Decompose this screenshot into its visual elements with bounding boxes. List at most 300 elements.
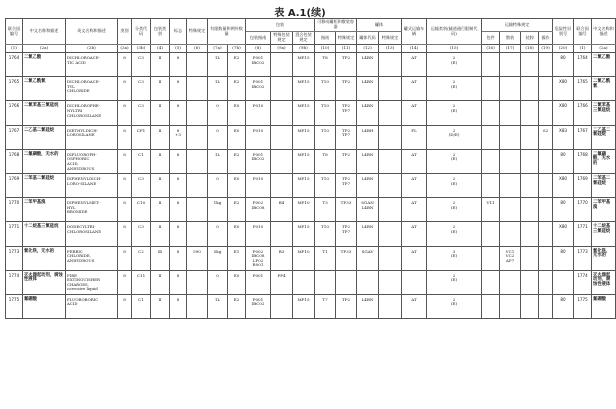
hazard-id-value: X83 — [553, 125, 574, 149]
limited-quantity-value: 0 — [208, 173, 228, 197]
col-number: (7b) — [228, 45, 246, 53]
packages-value — [482, 173, 500, 197]
tank-special-value — [379, 198, 402, 222]
limited-quantity-value: 0 — [208, 125, 228, 149]
chinese-name: 氟硼酸 — [23, 294, 66, 318]
packages-value — [482, 149, 500, 173]
operation-value — [539, 77, 553, 101]
label-value: 8 — [170, 173, 187, 197]
hazard-id-value: 80 — [553, 246, 574, 270]
packages-value — [482, 53, 500, 77]
class-value: 8 — [118, 173, 132, 197]
packages-value — [482, 294, 500, 318]
header-transport-category: 运输类别(隧道通行限制代码) — [427, 19, 482, 45]
loading-value — [521, 270, 539, 294]
loading-value — [521, 198, 539, 222]
table-row — [6, 198, 616, 222]
excepted-quantity-value: E0 — [228, 173, 246, 197]
col-number: (9a) — [271, 45, 293, 53]
vehicle-value: AT — [402, 222, 427, 246]
un-number-right: 1774 — [574, 270, 592, 294]
loading-value — [521, 101, 539, 125]
tank-code-value: L4BN — [357, 77, 379, 101]
chinese-name-right: 二苯基二氯硅烷 — [592, 173, 616, 197]
un-number: 1771 — [6, 222, 23, 246]
chinese-name-right: 二氯苯基三氯硅烷 — [592, 101, 616, 125]
packing-instruction-value: P002 IBC08 LP02 R001 — [246, 246, 271, 270]
header-mixed-packing: 混合包装规定 — [293, 32, 315, 45]
class-code-value: C1 — [132, 149, 151, 173]
english-name: DICHLOROACE- TIC ACID — [66, 53, 118, 77]
mixed-packing-value: MP15 — [293, 222, 315, 246]
un-number: 1769 — [6, 173, 23, 197]
table-row — [6, 125, 616, 149]
limited-quantity-value: 5kg — [208, 246, 228, 270]
class-code-value: C10 — [132, 198, 151, 222]
chinese-name: 二氯苯基三氯硅烷 — [23, 101, 66, 125]
hazard-id-value: 80 — [553, 149, 574, 173]
portable-tank-value: T3 — [315, 198, 336, 222]
class-value: 8 — [118, 270, 132, 294]
header-pkg-special: 特殊包装规定 — [271, 32, 293, 45]
chinese-name-right: 二氟磷酸，无水的 — [592, 149, 616, 173]
table-row — [6, 246, 616, 270]
loading-value — [521, 125, 539, 149]
class-value: 8 — [118, 101, 132, 125]
packing-group-value: Ⅱ — [151, 53, 170, 77]
table-row — [6, 270, 616, 294]
col-number: (5) — [170, 45, 187, 53]
portable-tank-special-value: TP2 TP7 — [336, 173, 357, 197]
portable-tank-value: T10 — [315, 77, 336, 101]
mixed-packing-value: MP10 — [293, 198, 315, 222]
excepted-quantity-value: E0 — [228, 101, 246, 125]
packing-group-value: Ⅲ — [151, 246, 170, 270]
excepted-quantity-value: E2 — [228, 77, 246, 101]
vehicle-value: AT — [402, 173, 427, 197]
class-code-value: C3 — [132, 222, 151, 246]
col-number: (20) — [553, 45, 574, 53]
header-class-code: 分类代码 — [132, 19, 151, 45]
mixed-packing-value: MP15 — [293, 101, 315, 125]
packages-value — [482, 222, 500, 246]
un-number-right: 1765 — [574, 77, 592, 101]
transport-category-value: 2 (E) — [427, 77, 482, 101]
portable-tank-special-value: TP2 — [336, 149, 357, 173]
header-limited-excepted: 有限数量和例外数量 — [208, 19, 246, 45]
col-number: (3a) — [118, 45, 132, 53]
transport-category-value: 2 (E) — [427, 198, 482, 222]
table-row — [6, 173, 616, 197]
header-pt-special: 特殊规定 — [336, 32, 357, 45]
class-value: 8 — [118, 222, 132, 246]
chinese-name: 二苯甲基溴 — [23, 198, 66, 222]
packing-group-value: Ⅱ — [151, 270, 170, 294]
packing-instruction-value: P010 — [246, 173, 271, 197]
tank-code-value: L4BN — [357, 222, 379, 246]
tank-code-value — [357, 270, 379, 294]
header-packaging: 包装 — [246, 19, 315, 32]
tank-special-value — [379, 294, 402, 318]
un-number-right: 1775 — [574, 294, 592, 318]
header-transport-special: 运输特殊规定 — [482, 19, 553, 32]
col-number: (1) — [6, 45, 23, 53]
limited-quantity-value: 1L — [208, 294, 228, 318]
col-number: (10) — [315, 45, 336, 53]
portable-tank-special-value: TP2 — [336, 294, 357, 318]
un-number: 1773 — [6, 246, 23, 270]
tank-code-value: L4BH — [357, 125, 379, 149]
vehicle-value: AT — [402, 149, 427, 173]
limited-quantity-value: 0 — [208, 222, 228, 246]
loading-value — [521, 77, 539, 101]
mixed-packing-value: MP15 — [293, 149, 315, 173]
tank-special-value — [379, 246, 402, 270]
col-number: (12) — [357, 45, 379, 53]
un-number: 1764 — [6, 53, 23, 77]
bulk-value — [500, 222, 521, 246]
english-name: DIFLUOROPH- OSPHORIC ACID, ANHYDROUS — [66, 149, 118, 173]
header-special-provisions: 特殊规定 — [187, 19, 208, 45]
special-provision-value — [187, 125, 208, 149]
dangerous-goods-table — [5, 18, 616, 319]
bulk-value — [500, 101, 521, 125]
operation-value — [539, 53, 553, 77]
label-value: 8 — [170, 246, 187, 270]
header-packages: 包件 — [482, 32, 500, 45]
tank-code-value: L4BN — [357, 294, 379, 318]
transport-category-value: 3 (E) — [427, 246, 482, 270]
bulk-value — [500, 77, 521, 101]
un-number: 1770 — [6, 198, 23, 222]
header-portable-tanks: 可移动罐柜和散装容器 — [315, 19, 357, 32]
table-row — [6, 53, 616, 77]
english-name: DIPHENYLDICH- LORO-SILANE — [66, 173, 118, 197]
header-en-name: 英文名称和描述 — [66, 19, 118, 45]
col-number: (6) — [187, 45, 208, 53]
hazard-id-value: X80 — [553, 173, 574, 197]
chinese-name: 二苯基二氯硅烷 — [23, 173, 66, 197]
operation-value — [539, 294, 553, 318]
bulk-value — [500, 294, 521, 318]
packing-special-value — [271, 53, 293, 77]
class-value: 8 — [118, 149, 132, 173]
chinese-name-right: 氟硼酸 — [592, 294, 616, 318]
col-number: (19) — [539, 45, 553, 53]
un-number-right: 1771 — [574, 222, 592, 246]
tank-special-value — [379, 101, 402, 125]
transport-category-value: 2 (E) — [427, 222, 482, 246]
label-value: 8 +3 — [170, 125, 187, 149]
packages-value — [482, 125, 500, 149]
header-tank-special: 特殊规定 — [379, 32, 402, 45]
un-number-right: 1766 — [574, 101, 592, 125]
loading-value — [521, 53, 539, 77]
col-number: (3b) — [132, 45, 151, 53]
packing-group-value: Ⅱ — [151, 101, 170, 125]
label-value: 8 — [170, 222, 187, 246]
chinese-name: 十二烷基三氯硅烷 — [23, 222, 66, 246]
transport-category-value: 2 (E) — [427, 149, 482, 173]
chinese-name-right: 氯化铁，无水的 — [592, 246, 616, 270]
portable-tank-special-value: TP2 — [336, 53, 357, 77]
special-provision-value — [187, 173, 208, 197]
header-pkg-instructions: 包装指南 — [246, 32, 271, 45]
header-bulk: 散装 — [500, 32, 521, 45]
label-value: 8 — [170, 77, 187, 101]
portable-tank-value: T10 — [315, 101, 336, 125]
english-name: DODECYLTRI- CHLOROSILANE — [66, 222, 118, 246]
packing-group-value: Ⅱ — [151, 198, 170, 222]
hazard-id-value: 80 — [553, 53, 574, 77]
tank-special-value — [379, 270, 402, 294]
operation-value: S2 — [539, 125, 553, 149]
un-number-right: 1769 — [574, 173, 592, 197]
label-value: 8 — [170, 53, 187, 77]
header-labels: 标志 — [170, 19, 187, 45]
mixed-packing-value — [293, 270, 315, 294]
packing-group-value: Ⅱ — [151, 77, 170, 101]
english-name: FLUOROBORIC ACID — [66, 294, 118, 318]
packing-special-value: B3 — [271, 246, 293, 270]
tank-code-value: L4BN — [357, 101, 379, 125]
special-provision-value — [187, 222, 208, 246]
class-code-value: C1 — [132, 294, 151, 318]
chinese-name: 二氯乙酸 — [23, 53, 66, 77]
un-number: 1774 — [6, 270, 23, 294]
limited-quantity-value: 1kg — [208, 198, 228, 222]
limited-quantity-value: 1L — [208, 53, 228, 77]
mixed-packing-value: MP15 — [293, 294, 315, 318]
special-provision-value — [187, 198, 208, 222]
portable-tank-special-value: TP2 TP7 — [336, 222, 357, 246]
portable-tank-value: T10 — [315, 222, 336, 246]
class-code-value: C3 — [132, 77, 151, 101]
mixed-packing-value: MP15 — [293, 77, 315, 101]
english-name: DICHLOROPHE- NYLTRI CHLOROSILANE — [66, 101, 118, 125]
packing-special-value: PP4 — [271, 270, 293, 294]
table-row — [6, 101, 616, 125]
operation-value — [539, 270, 553, 294]
chinese-name: 灭火器起动剂，腐蚀性液体 — [23, 270, 66, 294]
special-provision-value — [187, 149, 208, 173]
packages-value — [482, 270, 500, 294]
un-number-right: 1770 — [574, 198, 592, 222]
class-value: 8 — [118, 53, 132, 77]
hazard-id-value: X80 — [553, 222, 574, 246]
packages-value: V11 — [482, 198, 500, 222]
operation-value — [539, 101, 553, 125]
operation-value — [539, 149, 553, 173]
bulk-value: VC1 VC2 AP7 — [500, 246, 521, 270]
packing-special-value — [271, 222, 293, 246]
portable-tank-special-value: TP2 TP7 — [336, 125, 357, 149]
chinese-name-right: 二苯甲基溴 — [592, 198, 616, 222]
loading-value — [521, 173, 539, 197]
col-number: (14) — [402, 45, 427, 53]
packing-special-value — [271, 77, 293, 101]
col-number: (2a) — [592, 45, 616, 53]
chinese-name: 二乙基二氯硅烷 — [23, 125, 66, 149]
packing-special-value — [271, 149, 293, 173]
un-number: 1775 — [6, 294, 23, 318]
excepted-quantity-value: E2 — [228, 53, 246, 77]
vehicle-value: AT — [402, 246, 427, 270]
english-name: DIETHYLDICH- LOROSILANE — [66, 125, 118, 149]
bulk-value — [500, 173, 521, 197]
header-packing-group: 包装类别 — [151, 19, 170, 45]
label-value: 8 — [170, 270, 187, 294]
packing-instruction-value: P001 — [246, 270, 271, 294]
col-number: (13) — [379, 45, 402, 53]
class-value: 8 — [118, 294, 132, 318]
col-number: (11) — [336, 45, 357, 53]
tank-code-value: L4BN — [357, 53, 379, 77]
portable-tank-value: T10 — [315, 173, 336, 197]
vehicle-value: AT — [402, 53, 427, 77]
bulk-value — [500, 125, 521, 149]
col-number: (7a) — [208, 45, 228, 53]
operation-value — [539, 173, 553, 197]
class-value: 8 — [118, 77, 132, 101]
english-name: FIRE EXTINGUISHER CHARGES, corrosive liquid — [66, 270, 118, 294]
table-row — [6, 149, 616, 173]
mixed-packing-value: MP15 — [293, 125, 315, 149]
table-row — [6, 77, 616, 101]
col-number: (8) — [246, 45, 271, 53]
bulk-value — [500, 149, 521, 173]
portable-tank-value: T7 — [315, 294, 336, 318]
header-operation: 操作 — [539, 32, 553, 45]
header-tanks: 罐体 — [357, 19, 402, 32]
label-value: 8 — [170, 149, 187, 173]
special-provision-value — [187, 270, 208, 294]
excepted-quantity-value: E0 — [228, 125, 246, 149]
col-number: (9b) — [293, 45, 315, 53]
col-number: (15) — [427, 45, 482, 53]
special-provision-value: 590 — [187, 246, 208, 270]
tank-special-value — [379, 173, 402, 197]
tank-code-value: L4BN — [357, 173, 379, 197]
portable-tank-special-value: TP2 — [336, 77, 357, 101]
portable-tank-special-value — [336, 270, 357, 294]
special-provision-value — [187, 53, 208, 77]
chinese-name-right: 二乙基二氯硅烷 — [592, 125, 616, 149]
packing-group-value: Ⅱ — [151, 173, 170, 197]
tank-code-value: SGAN L4BN — [357, 198, 379, 222]
table-row — [6, 294, 616, 318]
portable-tank-value — [315, 270, 336, 294]
transport-category-value: 2 (D/E) — [427, 125, 482, 149]
operation-value — [539, 222, 553, 246]
un-number-right: 1767 — [574, 125, 592, 149]
chinese-name: 氯化铁，无水的 — [23, 246, 66, 270]
transport-category-value: 2 (E) — [427, 53, 482, 77]
chinese-name: 二氟磷酸，无水的 — [23, 149, 66, 173]
packages-value — [482, 246, 500, 270]
packing-special-value — [271, 101, 293, 125]
packing-special-value — [271, 125, 293, 149]
header-tank-code: 罐体代码 — [357, 32, 379, 45]
header-pt-instructions: 指南 — [315, 32, 336, 45]
limited-quantity-value: 1L — [208, 77, 228, 101]
bulk-value — [500, 53, 521, 77]
un-number: 1766 — [6, 101, 23, 125]
header-cn-name: 中文名称和描述 — [23, 19, 66, 45]
excepted-quantity-value: E2 — [228, 294, 246, 318]
class-code-value: C3 — [132, 53, 151, 77]
excepted-quantity-value: E2 — [228, 149, 246, 173]
class-value: 8 — [118, 198, 132, 222]
class-code-value: C3 — [132, 101, 151, 125]
tank-special-value — [379, 53, 402, 77]
transport-category-value: 2 (E) — [427, 173, 482, 197]
col-number: (4) — [151, 45, 170, 53]
bulk-value — [500, 270, 521, 294]
un-number: 1768 — [6, 149, 23, 173]
portable-tank-value: T1 — [315, 246, 336, 270]
transport-category-value: 2 (E) — [427, 270, 482, 294]
excepted-quantity-value: E0 — [228, 270, 246, 294]
portable-tank-value: T8 — [315, 53, 336, 77]
portable-tank-value: T8 — [315, 149, 336, 173]
loading-value — [521, 246, 539, 270]
header-un-no: 联合国编号 — [6, 19, 23, 45]
hazard-id-value: X80 — [553, 77, 574, 101]
packing-instruction-value: P001 IBC02 — [246, 294, 271, 318]
transport-category-value: 2 (E) — [427, 101, 482, 125]
un-number: 1767 — [6, 125, 23, 149]
loading-value — [521, 294, 539, 318]
excepted-quantity-value: E0 — [228, 222, 246, 246]
hazard-id-value: X80 — [553, 101, 574, 125]
col-number: (18) — [521, 45, 539, 53]
packing-instruction-value: P001 IBC02 — [246, 77, 271, 101]
packing-instruction-value: P001 IBC02 — [246, 149, 271, 173]
class-code-value: C2 — [132, 246, 151, 270]
mixed-packing-value: MP15 — [293, 173, 315, 197]
portable-tank-special-value: TP33 — [336, 246, 357, 270]
vehicle-value: AT — [402, 294, 427, 318]
excepted-quantity-value: E2 — [228, 198, 246, 222]
header-un-no-right: 联合国编号 — [574, 19, 592, 45]
vehicle-value: AT — [402, 101, 427, 125]
vehicle-value — [402, 270, 427, 294]
table-row — [6, 222, 616, 246]
header-class: 类别 — [118, 19, 132, 45]
packing-group-value: Ⅱ — [151, 149, 170, 173]
tank-special-value — [379, 77, 402, 101]
col-number: (17) — [500, 45, 521, 53]
portable-tank-special-value: TP2 TP7 — [336, 101, 357, 125]
chinese-name-right: 二氯乙酰氯 — [592, 77, 616, 101]
chinese-name-right: 二氯乙酸 — [592, 53, 616, 77]
mixed-packing-value: MP10 — [293, 246, 315, 270]
un-number: 1765 — [6, 77, 23, 101]
english-name: DIPHENYLMET- HYL BROMIDE — [66, 198, 118, 222]
packing-group-value: Ⅱ — [151, 222, 170, 246]
limited-quantity-value: 1L — [208, 149, 228, 173]
vehicle-value: AT — [402, 198, 427, 222]
mixed-packing-value: MP15 — [293, 53, 315, 77]
packing-instruction-value: P010 — [246, 222, 271, 246]
packing-group-value: Ⅱ — [151, 294, 170, 318]
header-vehicle: 罐式运输车辆 — [402, 19, 427, 45]
portable-tank-special-value: TP33 — [336, 198, 357, 222]
tank-special-value — [379, 222, 402, 246]
tank-special-value — [379, 149, 402, 173]
special-provision-value — [187, 77, 208, 101]
